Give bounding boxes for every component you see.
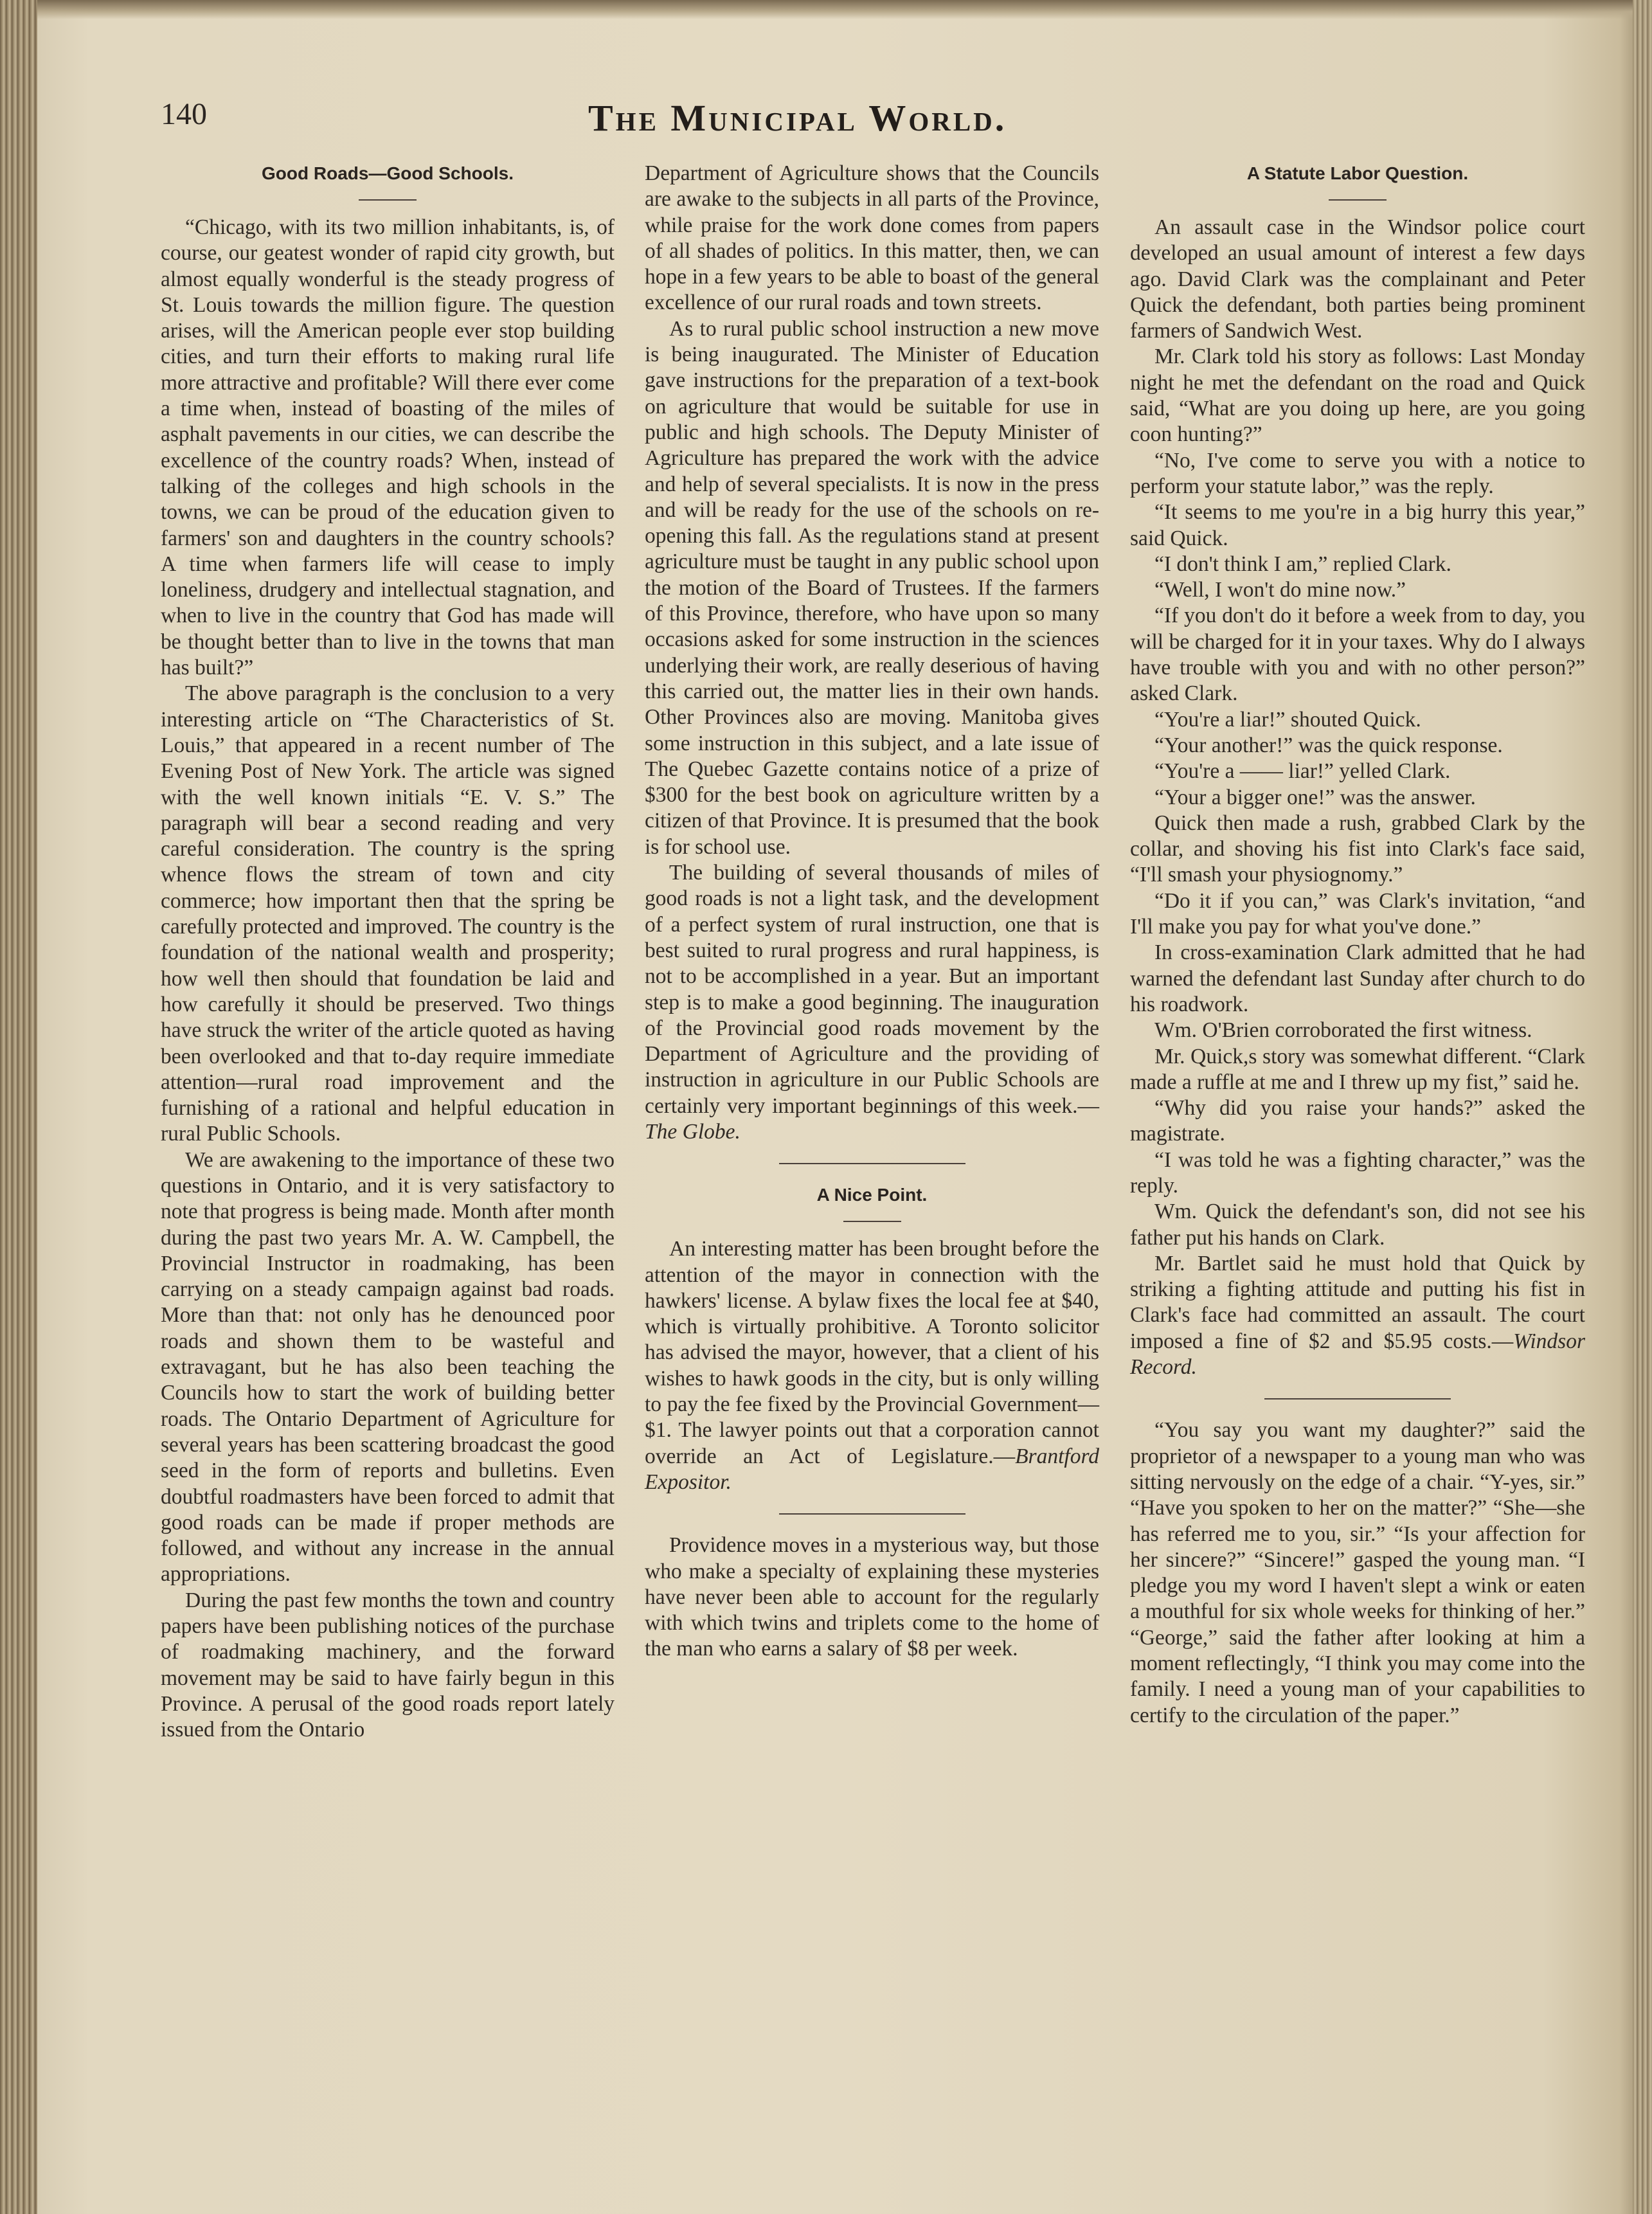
paragraph: Wm. O'Brien corroborated the first witness.: [1154, 1018, 1532, 1043]
section-divider: [779, 1163, 965, 1164]
paragraph: [645, 860, 1099, 1145]
heading-rule: [1329, 199, 1387, 201]
paragraph: “I don't think I am,” replied Clark.: [1154, 552, 1451, 576]
book-gutter: [0, 0, 37, 2214]
paragraph-text: An interesting matter has been brought before the attention of the mayor in connection with the hawkers' license. A bylaw fixes the local fee at $40, which is virtually prohibitive. A Toronto solicitor has advised the mayor, however, that a client of his wishes to hawk goods in the city, but is only willing to pay the fee fixed by the Provincial Government—$1. The lawyer points out that a corporation cannot override an Act of Legislature.—: [645, 1237, 1099, 1468]
paragraph-text: Mr. Bartlet said he must hold that Quick by striking a fighting attitude and putting his fist in Clark's face had committed an assault. The court imposed a fine of $2 and $5.95 costs.—: [1130, 1251, 1585, 1353]
paragraph: An assault case in the Windsor police court developed an usual amount of interest a few days ago. David Clark was the complainant and Peter Quick the defendant, both parties being prominent farmers of Sandwich West.: [1130, 215, 1585, 343]
paragraph: Wm. Quick the defendant's son, did not see his father put his hands on Clark.: [1130, 1200, 1585, 1250]
paragraph: “It seems to me you're in a big hurry this year,” said Quick.: [1130, 500, 1585, 550]
paragraph: Providence moves in a mysterious way, but those who make a specialty of explaining these mysteries have never been able to account for the regularly with which twins and triplets come to the home of the man who earns a salary of $8 per week.: [645, 1533, 1099, 1661]
page-header: [161, 96, 1215, 148]
article-heading-statute-labor: A Statute Labor Question.: [1246, 163, 1469, 183]
paragraph: “You're a —— liar!” yelled Clark.: [1154, 759, 1451, 784]
paragraph: Department of Agriculture shows that the Councils are awake to the subjects in all parts of the Province, while praise for the work done comes from papers of all shades of politics. In this matter, then, we can hope in a few years to be able to boast of the general excellence of our rural roads and town streets.: [645, 161, 1099, 315]
paragraph: Mr. Clark told his story as follows: Last Monday night he met the defendant on the road and Quick said, “What are you doing up here, are you going coon hunting?”: [1130, 345, 1585, 447]
source-credit: The Globe.: [645, 1119, 741, 1144]
source-credit: Brantford Expositor.: [645, 1444, 1099, 1494]
paragraph: “No, I've come to serve you with a notice to perform your statute labor,” was the reply.: [1130, 448, 1585, 498]
paragraph: We are awakening to the importance of these two questions in Ontario, and it is very satisfactory to note that progress is being made. Month after month during the past two years Mr. A. W. Campbell, the Provincial Instructor in roadmaking, has been carrying on a steady campaign against bad roads. More than that: not only has he denounced poor roads and shown them to be wasteful and extravagant, but he has also been teaching the Councils how to start the work of building better roads. The Ontario Department of Agriculture for several years has been scattering broadcast the good seed in the form of reports and bulletins. Even doubtful roadmasters have been forced to admit that good roads can be made if proper methods are followed, and without any increase in the annual appropriations.: [161, 1148, 615, 1587]
masthead-title: The Municipal World.: [588, 97, 1007, 139]
paragraph: [645, 1236, 1099, 1495]
paragraph: Mr. Quick,s story was somewhat different. “Clark made a ruffle at me and I threw up my fist,” said he.: [1130, 1044, 1585, 1094]
column-left: [161, 161, 615, 2186]
page-number: 140: [161, 97, 207, 131]
paragraph: “Chicago, with its two million inhabitants, is, of course, our geatest wonder of rapid city growth, but almost equally wonderful is the steady progress of St. Louis towards the million figure. The question arises, will the American people ever stop building cities, and turn their efforts to making rural life more attractive and profitable? Will there ever come a time when, instead of boasting of the miles of asphalt pavements in our cities, we can describe the excellence of the country roads? When, instead of talking of the colleges and high schools in the towns, we can be proud of the education given to farmers' son and daughters in the country schools? A time when farmers life will cease to imply loneliness, drudgery and intellectual stagnation, and when to live in the country that God has made will be thought better than to live in the towns that man has built?”: [161, 215, 615, 680]
section-divider: [1264, 1398, 1451, 1400]
paragraph: During the past few months the town and country papers have been publishing notices of the purchase of roadmaking machinery, and the forward movement may be said to have fairly begun in this Province. A perusal of the good roads report lately issued from the Ontario: [161, 1588, 615, 1742]
paragraph-text: The building of several thousands of miles of good roads is not a light task, and the development of a perfect system of rural instruction, one that is best suited to rural progress and rural happiness, is not to be accomplished in a year. But an important step is to make a good beginning. The inauguration of the Provincial good roads movement by the Department of Agriculture and the providing of instruction in agriculture in our Public Schools are certainly very important beginnings of this week.—: [645, 861, 1099, 1118]
heading-rule: [359, 199, 417, 201]
article-heading-good-roads: Good Roads—Good Schools.: [262, 163, 514, 183]
source-credit: Windsor Record.: [1130, 1329, 1585, 1380]
article-heading-nice-point: A Nice Point.: [816, 1185, 928, 1205]
column-right: [1130, 161, 1585, 2186]
paragraph: Quick then made a rush, grabbed Clark by the collar, and shoving his fist into Clark's face said, “I'll smash your physiognomy.”: [1130, 811, 1585, 887]
page-top-edge: [37, 0, 1652, 19]
paragraph: “You say you want my daughter?” said the proprietor of a newspaper to a young man who was sitting nervously on the edge of a chair. “Y-yes, sir.” “Have you spoken to her on the matter?” “She—she has referred me to you, sir.” “Is your affection for her sincere?” “Sincere!” gasped the young man. “I pledge you my word I haven't slept a wink or eaten a mouthful for six whole weeks for thinking of her.” “George,” said the father after looking at him a moment reflectingly, “I think you may come into the family. I need a young man of your capabilities to certify to the circulation of the paper.”: [1130, 1418, 1585, 1727]
column-middle: [645, 161, 1099, 2186]
heading-rule: [843, 1221, 901, 1222]
paragraph: In cross-examination Clark admitted that he had warned the defendant last Sunday after church to do his roadwork.: [1130, 941, 1585, 1016]
paragraph: “Your another!” was the quick response.: [1154, 733, 1503, 757]
paragraph: “I was told he was a fighting character,” was the reply.: [1130, 1148, 1585, 1198]
paragraph: As to rural public school instruction a new move is being inaugurated. The Minister of Education gave instructions for the preparation of a text-book on agriculture that would be suitable for use in public and high schools. The Deputy Minister of Agriculture has prepared the work with the advice and help of several specialists. It is now in the press and will be ready for the use of the schools on re-opening this fall. As the regulations stand at present agriculture must be taught in any public school upon the motion of the Board of Trustees. If the farmers of this Province, therefore, who have upon so many occasions asked for some instruction in the sciences underlying their work, are really deserious of having this carried out, the matter lies in their own hands. Other Provinces also are moving. Manitoba gives some instruction in this subject, and a late issue of The Quebec Gazette contains notice of a prize of $300 for the best book on agriculture written by a citizen of that Province. It is presumed that the book is for school use.: [645, 316, 1099, 859]
section-divider: [779, 1513, 965, 1515]
paragraph: “You're a liar!” shouted Quick.: [1154, 707, 1421, 732]
paragraph: “Do it if you can,” was Clark's invitation, “and I'll make you pay for what you've done.”: [1130, 888, 1585, 939]
paragraph: The above paragraph is the conclusion to a very interesting article on “The Characteristics of St. Louis,” that appeared in a recent number of The Evening Post of New York. The article was signed with the well known initials “E. V. S.” The paragraph will bear a second reading and very careful consideration. The country is the spring whence flows the stream of town and city commerce; how important then that the spring be carefully protected and improved. The country is the foundation of the national wealth and prosperity; how well then should that foundation be laid and how carefully it should be preserved. Two things have struck the writer of the article quoted as having been overlooked and that to-day require immediate attention—rural road improvement and the furnishing of a rational and helpful education in rural Public Schools.: [161, 681, 615, 1146]
paragraph: “Why did you raise your hands?” asked the magistrate.: [1130, 1096, 1585, 1146]
paragraph: [1130, 1251, 1585, 1380]
page-fore-edge: [1633, 0, 1652, 2214]
paragraph: “Your a bigger one!” was the answer.: [1154, 785, 1476, 809]
paragraph: “Well, I won't do mine now.”: [1154, 578, 1406, 602]
paragraph: “If you don't do it before a week from to day, you will be charged for it in your taxes. Why do I always have trouble with you and with no other person?” asked Clark.: [1130, 604, 1585, 706]
